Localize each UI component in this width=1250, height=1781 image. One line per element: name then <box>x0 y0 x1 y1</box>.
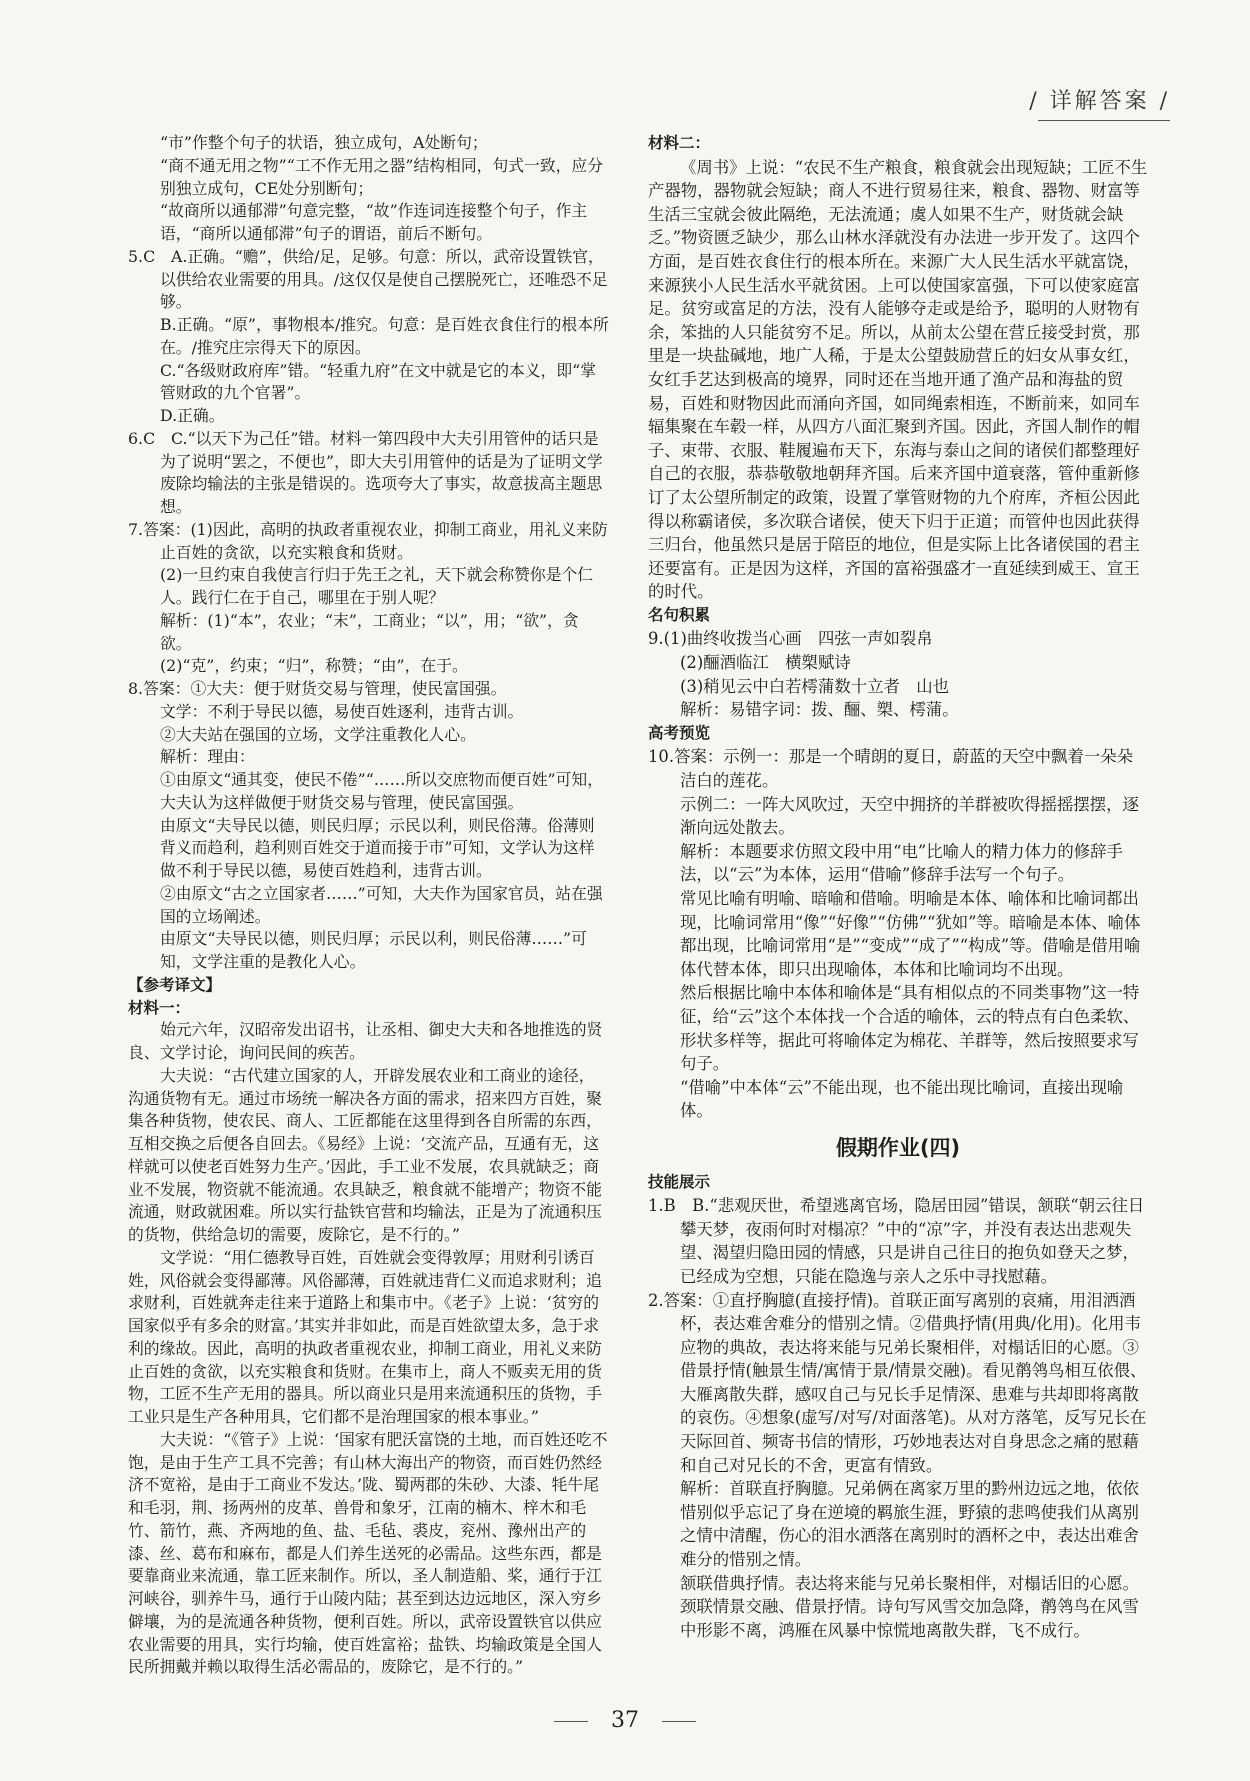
material-2-label: 材料二： <box>648 134 711 152</box>
question-6: 6.C C.“以天下为己任”错。材料一第四段中大夫引用管仲的话只是为了说明“罢之，不便也”，即大夫引用管仲的话是为了证明文学废除均输法的主张是错误的。选项夸大了事实，故意拔高主题思想。 <box>128 428 603 516</box>
question-7-analysis: (2)“克”，约束；“归”，称赞；“由”，在于。 <box>160 656 468 676</box>
material-1-paragraph: 大夫说：“《管子》上说：‘国家有肥沃富饶的土地，而百姓还吃不饱，是由于生产工具不完善；有山林大海出产的物资，而百姓仍然经济不宽裕，是由于工商业不发达。’陇、蜀两郡的朱砂、大漆、牦牛尾和毛羽，荆、扬两州的皮革、兽骨和象牙，江南的楠木、梓木和毛竹、箭竹，燕、齐两地的鱼、盐、毛毡、裘皮，兖州、豫州出产的漆、丝、葛布和麻布，都是人们养生送死的必需品。这些东西，都是要靠商业来流通，靠工匠来制作。所以，圣人制造船、桨，通行于江河峡谷，驯养牛马，通行于山陵内陆；甚至到达边远地区，深入穷乡僻壤，为的是流通各种货物，便利百姓。所以，武帝设置铁官以供应农业需要的用具，实行均输，使百姓富裕；盐铁、均输政策是全国人民所拥戴并赖以取得生活必需品的，废除它，是不行的。” <box>128 1429 608 1677</box>
question-5-option: C.“各级财政府库”错。“轻重九府”在文中就是它的本义，即“掌管财政的九个官署”。 <box>160 360 597 403</box>
question-5: 5.C A.正确。“赡”，供给/足，足够。句意：所以，武帝设置铁官，以供给农业需要的用具。/这仅仅是使自己摆脱死亡，还唯恐不足够。 <box>128 246 608 312</box>
question-9-analysis: 解析：易错字词：拨、酾、槊、樗蒲。 <box>680 700 959 720</box>
question-8-answer: ②大夫站在强国的立场，文学注重教化人心。 <box>160 724 476 744</box>
material-2-paragraph: 《周书》上说：“农民不生产粮食，粮食就会出现短缺；工匠不生产器物，器物就会短缺；商人不进行贸易往来，粮食、器物、财富等生活三宝就会彼此隔绝，无法流通；虞人如果不生产，财货就会缺乏。”物资匮乏缺少，那么山林水泽就没有办法进一步开发了。这四个方面，是百姓衣食住行的根本所在。来源广大人民生活水平就富饶，来源狭小人民生活水平就贫困。上可以使国家富强，下可以使家庭富足。贫穷或富足的方法，没有人能够夺走或是给予，聪明的人财物有余，笨拙的人只能贫穷不足。所以，从前太公望在营丘接受封赏，那里是一块盐碱地，地广人稀，于是太公望鼓励营丘的妇女从事女红，女红手艺达到极高的境界，同时还在当地开通了渔产品和海盐的贸易，百姓和财物因此而涌向齐国，如同绳索相连，不断前来，如同车辐集聚在车毂一样，从四方八面汇聚到齐国。因此，齐国人制作的帽子、束带、衣服、鞋履遍布天下，东海与泰山之间的诸侯们都整理好自己的衣服，恭恭敬敬地朝拜齐国。后来齐国中道衰落，管仲重新修订了太公望所制定的政策，设置了掌管财物的九个府库，齐桓公因此得以称霸诸侯，多次联合诸侯，使天下归于正道；而管仲也因此获得三归台，他虽然只是居于陪臣的地位，但是实际上比各诸侯国的君主还要富有。正是因为这样，齐国的富裕强盛才一直延续到威王、宣王的时代。 <box>648 157 1148 602</box>
page-number-dash-right <box>662 1721 696 1722</box>
text-line: “故商所以通郁滞”句意完整，“故”作连词连接整个句子，作主语，“商所以通郁滞”句子的谓语，前后不断句。 <box>160 201 588 243</box>
question-5-option: B.正确。“原”，事物根本/推究。句意：是百姓衣食住行的根本所在。/推究庄宗得天下的原因。 <box>160 315 609 357</box>
question-1: 1.B B.“悲观厌世，希望逃离官场，隐居田园”错误，颔联“朝云往日攀天梦，夜雨何时对榻凉？”中的“凉”字，并没有表达出悲观失望、渴望归隐田园的情感，只是讲自己往日的抱负如登天之梦，已经成为空想，只能在隐逸与亲人之乐中寻找慰藉。 <box>648 1196 1145 1286</box>
question-8-answer: 8.答案：①大夫：便于财货交易与管理，使民富国强。 <box>128 679 507 698</box>
material-1-paragraph: 文学说：“用仁德教导百姓，百姓就会变得敦厚；用财利引诱百姓，风俗就会变得鄙薄。风俗鄙薄，百姓就违背仁义而追求财利；追求财利，百姓就奔走往来于道路上和集市中。《老子》上说：‘贫穷的国家似乎有多余的财富。’其实并非如此，而是百姓欲望太多，急于求利的缘故。因此，高明的执政者重视农业，抑制工商业，用礼义来防止百姓的贪欲，以充实粮食和货财。在集市上，商人不贩卖无用的货物，工匠不生产无用的器具。所以商业只是用来流通积压的货物，手工业只是生产各种用具，它们都不是治理国家的根本事业。” <box>128 1247 602 1426</box>
question-8-reason: 由原文“夫导民以德，则民归厚；示民以利，则民俗薄……”可知，文学注重的是教化人心。 <box>160 929 587 971</box>
question-7-answer: (2)一旦约束自我使言行归于先王之礼，天下就会称赞你是个仁人。践行仁在于自己，哪里在于别人呢？ <box>160 565 594 607</box>
question-10-answer: 示例二：一阵大风吹过，天空中拥挤的羊群被吹得摇摇摆摆，逐渐向远处散去。 <box>680 794 1139 838</box>
page-number-value: 37 <box>611 1708 639 1733</box>
question-5-option: D.正确。 <box>160 406 225 425</box>
question-7-analysis: 解析：(1)“本”，农业；“末”，工商业；“以”，用；“欲”，贪欲。 <box>160 610 579 653</box>
question-10-analysis: 常见比喻有明喻、暗喻和借喻。明喻是本体、喻体和比喻词都出现，比喻词常用“像”“好像”“仿佛”“犹如”等。暗喻是本体、喻体都出现，比喻词常用“是”“变成”“成了”“构成”等。借喻是借用喻体代替本体，即只出现喻体，本体和比喻词均不出现。 <box>680 889 1141 979</box>
question-8-reason: ①由原文“通其变，使民不倦”“……所以交庶物而便百姓”可知，大夫认为这样做便于财货交易与管理，使民富国强。 <box>160 770 604 812</box>
question-8-reason: ②由原文“古之立国家者……”可知，大夫作为国家官员，站在强国的立场阐述。 <box>160 883 603 926</box>
page-header-title: / 详解答案 / <box>1029 89 1170 114</box>
material-1-label: 材料一： <box>128 998 191 1017</box>
skills-label: 技能展示 <box>648 1172 711 1191</box>
question-9: (3)稍见云中白若樗蒲数十立者 山也 <box>680 676 950 696</box>
material-1-paragraph: 大夫说：“古代建立国家的人，开辟发展农业和工商业的途径，沟通货物有无。通过市场统一解决各方面的需求，招来四方百姓，聚集各种货物，使农民、商人、工匠都能在这里得到各自所需的东西，互相交换之后便各自回去。《易经》上说：‘交流产品，互通有无，这样就可以使老百姓努力生产。’因此，手工业不发展，农具就缺乏；商业不发展，物资就不能流通。农具缺乏，粮食就不能增产；物资不能流通，财政就困难。所以实行盐铁官营和均输法，正是为了流通积压的货物，供给急切的需要，废除它，是不行的。” <box>128 1065 602 1244</box>
right-column <box>648 132 1148 1642</box>
text-line: “商不通无用之物”“工不作无用之器”结构相同，句式一致，应分别独立成句，CE处分别断句； <box>160 155 604 198</box>
famous-sentences-label: 名句积累 <box>648 605 711 624</box>
question-7-answer: 7.答案：(1)因此，高明的执政者重视农业，抑制工商业，用礼义来防止百姓的贪欲，以充实粮食和货财。 <box>128 519 608 562</box>
question-10-answer: 10.答案：示例一：那是一个晴朗的夏日，蔚蓝的天空中飘着一朵朵洁白的莲花。 <box>648 747 1134 791</box>
question-2-analysis: 颈联情景交融、借景抒情。诗句写风雪交加急降，鹡鸰鸟在风雪中形影不离，鸿雁在风暴中惊慌地离散失群，飞不成行。 <box>680 1597 1139 1640</box>
question-2-analysis: 颔联借典抒情。表达将来能与兄弟长聚相伴，对榻话旧的心愿。 <box>680 1573 1139 1593</box>
page-number-dash-left <box>554 1721 588 1722</box>
translation-label: 【参考译文】 <box>128 975 222 994</box>
question-2-analysis: 解析：首联直抒胸臆。兄弟俩在离家万里的黔州边远之地，依依惜别似乎忘记了身在逆境的羁旅生涯，野猿的悲鸣使我们从离别之情中清醒，伤心的泪水洒落在离别时的酒杯之中，表达出难舍难分的惜别之情。 <box>680 1479 1139 1570</box>
left-column <box>128 132 610 1679</box>
question-10-analysis: 解析：本题要求仿照文段中用“电”比喻人的精力体力的修辞手法，以“云”为本体，运用“借喻”修辞手法写一个句子。 <box>680 841 1123 885</box>
question-10-analysis: “借喻”中本体“云”不能出现，也不能出现比喻词，直接出现喻体。 <box>680 1077 1124 1121</box>
question-9: 9.(1)曲终收拨当心画 四弦一声如裂帛 <box>648 629 933 649</box>
question-8-answer: 文学：不利于导民以德，易使百姓逐利，违背古训。 <box>160 701 524 721</box>
question-8-analysis: 解析：理由： <box>160 747 255 767</box>
header-rule <box>1038 120 1170 121</box>
question-9: (2)酾酒临江 横槊赋诗 <box>680 653 851 673</box>
section-title: 假期作业(四) <box>835 1135 961 1160</box>
question-2-answer: 2.答案：①直抒胸臆(直接抒情)。首联正面写离别的哀痛，用泪洒酒杯，表达难舍难分的惜别之情。②借典抒情(用典/化用)。化用韦应物的典故，表达将来能与兄弟长聚相伴，对榻话旧的心愿。③借景抒情(触景生情/寓情于景/情景交融)。看见鹡鸰鸟相互依偎、大雁离散失群，感叹自己与兄长手足情深、患难与共却即将离散的哀伤。④想象(虚写/对写/对面落笔)。从对方落笔，反写兄长在天际回首、频寄书信的情形，巧妙地表达对自身思念之痛的慰藉和自己对兄长的不舍，更富有情致。 <box>648 1290 1147 1475</box>
question-10-analysis: 然后根据比喻中本体和喻体是“具有相似点的不同类事物”这一特征，给“云”这个本体找一个合适的喻体，云的特点有白色柔软、形状多样等，据此可将喻体定为棉花、羊群等，然后按照要求写句子。 <box>680 983 1140 1074</box>
material-1-paragraph: 始元六年，汉昭帝发出诏书，让丞相、御史大夫和各地推选的贤良、文学讨论，询问民间的疾苦。 <box>128 1020 603 1062</box>
text-line: “市”作整个句子的状语，独立成句，A处断句； <box>160 133 488 152</box>
gaokao-preview-label: 高考预览 <box>648 723 711 742</box>
page-number <box>0 1708 1250 1733</box>
question-8-reason: 由原文“夫导民以德，则民归厚；示民以利，则民俗薄。俗薄则背义而趋利，趋利则百姓交于道而接于市”可知，文学认为这样做不利于导民以德，易使百姓趋利，违背古训。 <box>160 815 595 880</box>
